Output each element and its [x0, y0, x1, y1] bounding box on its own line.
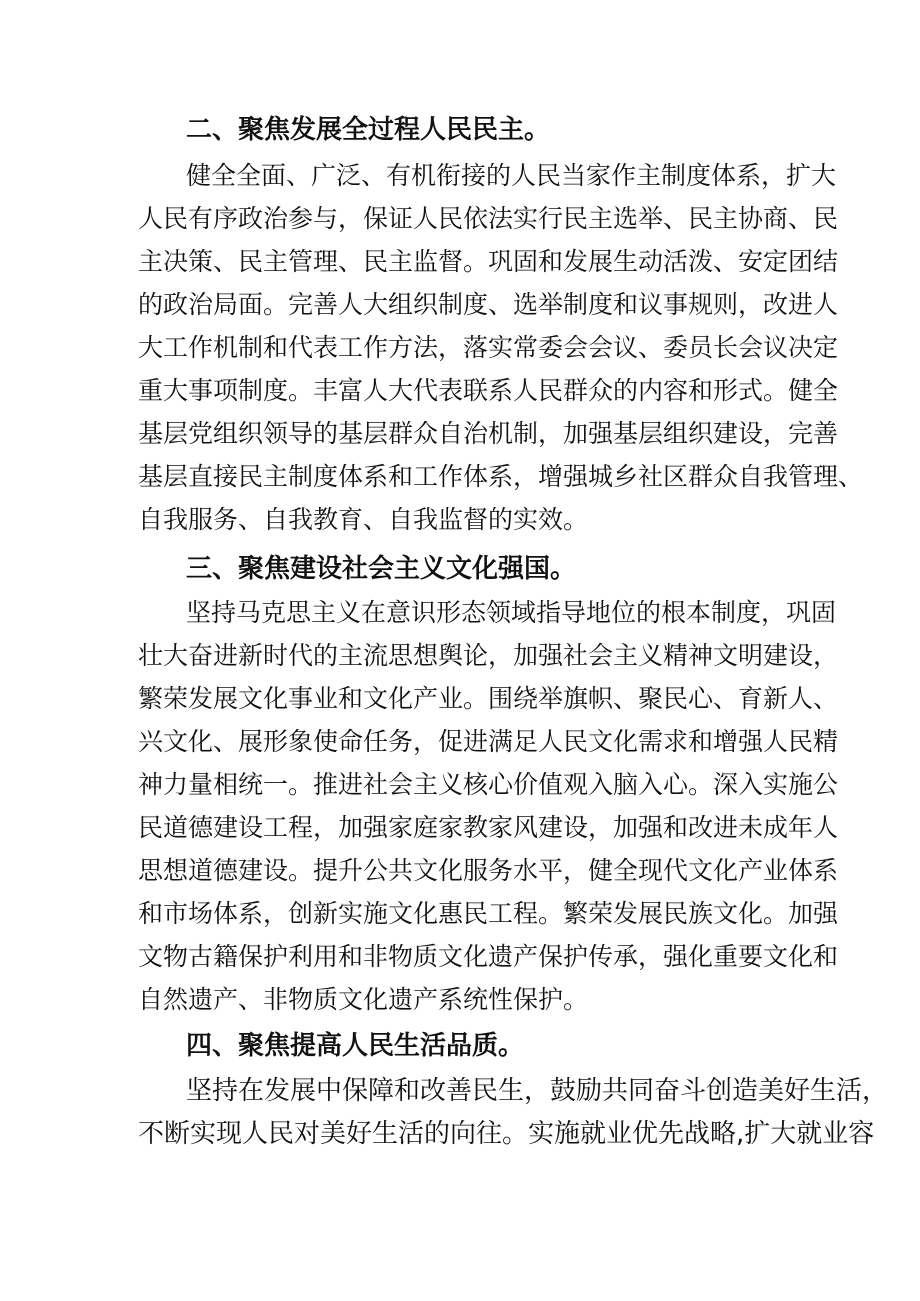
paragraph-line: 和市场体系，创新实施文化惠民工程。繁荣发展民族文化。加强 [138, 899, 839, 928]
paragraph-line: 自然遗产、非物质文化遗产系统性保护。 [138, 985, 589, 1014]
paragraph-line: 文物古籍保护利用和非物质文化遗产保护传承，强化重要文化和 [138, 942, 839, 971]
paragraph-line: 兴文化、展形象使命任务，促进满足人民文化需求和增强人民精 [138, 727, 839, 756]
paragraph-line: 繁荣发展文化事业和文化产业。围绕举旗帜、聚民心、育新人、 [138, 684, 839, 713]
paragraph-line: 基层直接民主制度体系和工作体系，增强城乡社区群众自我管理、 [138, 462, 864, 491]
section-heading-3: 三、聚焦建设社会主义文化强国。 [186, 554, 577, 584]
paragraph-line: 思想道德建设。提升公共文化服务水平，健全现代文化产业体系 [138, 856, 839, 885]
paragraph-line: 坚持马克思主义在意识形态领域指导地位的根本制度，巩固 [186, 598, 837, 627]
paragraph-line: 民道德建设工程，加强家庭家教家风建设，加强和改进未成年人 [138, 813, 839, 842]
section-heading-4: 四、聚焦提高人民生活品质。 [186, 1031, 525, 1061]
paragraph-line: 健全全面、广泛、有机衔接的人民当家作主制度体系，扩大 [186, 161, 837, 190]
paragraph-line: 重大事项制度。丰富人大代表联系人民群众的内容和形式。健全 [138, 376, 839, 405]
paragraph-line: 神力量相统一。推进社会主义核心价值观入脑入心。深入实施公 [138, 770, 839, 799]
paragraph-line: 大工作机制和代表工作方法，落实常委会会议、委员长会议决定 [138, 333, 839, 362]
paragraph-line: 坚持在发展中保障和改善民生，鼓励共同奋斗创造美好生活， [186, 1076, 889, 1106]
paragraph-line: 不断实现人民对美好生活的向往。实施就业优先战略,扩大就业容 [138, 1119, 875, 1149]
paragraph-line: 自我服务、自我教育、自我监督的实效。 [138, 505, 589, 534]
paragraph-line: 壮大奋进新时代的主流思想舆论，加强社会主义精神文明建设， [138, 641, 839, 670]
paragraph-line: 的政治局面。完善人大组织制度、选举制度和议事规则，改进人 [138, 290, 839, 319]
paragraph-line: 基层党组织领导的基层群众自治机制，加强基层组织建设，完善 [138, 419, 839, 448]
section-heading-2: 二、聚焦发展全过程人民民主。 [186, 115, 551, 145]
paragraph-line: 人民有序政治参与，保证人民依法实行民主选举、民主协商、民 [138, 204, 839, 233]
paragraph-line: 主决策、民主管理、民主监督。巩固和发展生动活泼、安定团结 [138, 247, 839, 276]
